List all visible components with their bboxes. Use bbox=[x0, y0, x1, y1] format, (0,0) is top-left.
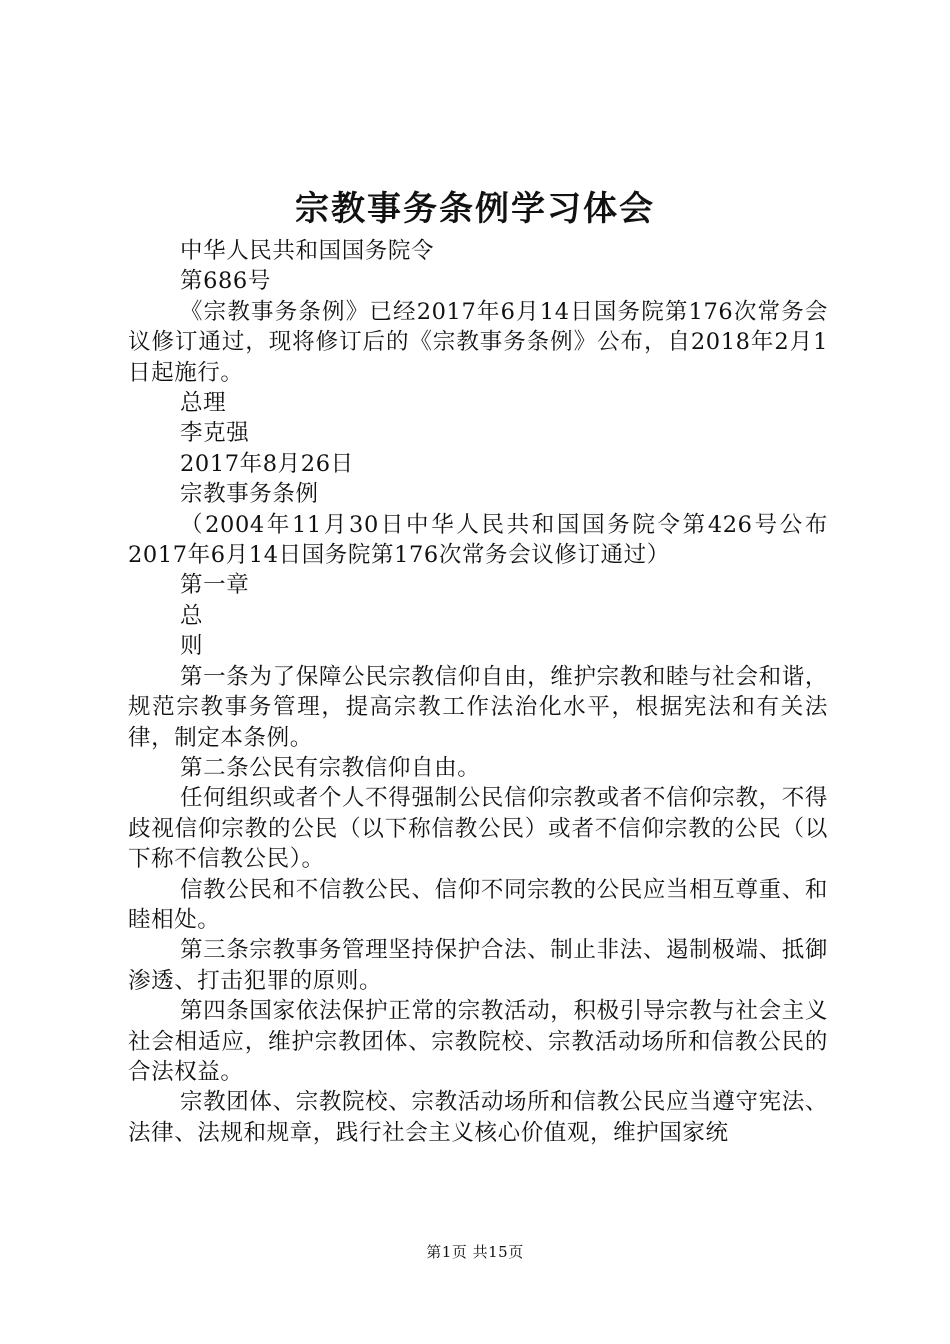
paragraph-article-3: 第三条宗教事务管理坚持保护合法、制止非法、遏制极端、抵御渗透、打击犯罪的原则。 bbox=[128, 937, 828, 994]
paragraph-article-4-clause-1: 宗教团体、宗教院校、宗教活动场所和信教公民应当遵守宪法、法律、法规和规章，践行社会主义核心价值观，维护国家统 bbox=[128, 1089, 828, 1146]
paragraph-decree-number: 第686号 bbox=[180, 268, 271, 295]
paragraph-revision-note: （2004年11月30日中华人民共和国国务院令第426号公布2017年6月14日国务院第176次常务会议修订通过） bbox=[128, 511, 828, 569]
paragraph-regulation-name: 宗教事务条例 bbox=[180, 481, 319, 508]
document-body bbox=[128, 236, 828, 1148]
paragraph-article-4: 第四条国家依法保护正常的宗教活动，积极引导宗教与社会主义社会相适应，维护宗教团体、宗教院校、宗教活动场所和信教公民的合法权益。 bbox=[128, 998, 828, 1085]
paragraph-chapter-title-part2: 则 bbox=[180, 633, 204, 660]
paragraph-signatory-name: 李克强 bbox=[180, 420, 250, 447]
paragraph-decree-issuer: 中华人民共和国国务院令 bbox=[180, 238, 435, 264]
paragraph-article-2: 第二条公民有宗教信仰自由。 bbox=[180, 754, 481, 781]
paragraph-article-2-clause-1: 任何组织或者个人不得强制公民信仰宗教或者不信仰宗教，不得歧视信仰宗教的公民（以下称信教公民）或者不信仰宗教的公民（以下称不信教公民）。 bbox=[128, 785, 828, 873]
paragraph-chapter-heading: 第一章 bbox=[180, 572, 250, 599]
paragraph-signatory-title: 总理 bbox=[180, 390, 227, 417]
page-footer: 第1页 共15页 bbox=[426, 1243, 524, 1261]
paragraph-announcement: 《宗教事务条例》已经2017年6月14日国务院第176次常务会议修订通过，现将修订后的《宗教事务条例》公布，自2018年2月1日起施行。 bbox=[128, 298, 828, 386]
document-title: 宗教事务条例学习体会 bbox=[295, 189, 655, 229]
paragraph-article-1: 第一条为了保障公民宗教信仰自由，维护宗教和睦与社会和谐，规范宗教事务管理，提高宗教工作法治化水平，根据宪法和有关法律，制定本条例。 bbox=[128, 663, 828, 751]
paragraph-date: 2017年8月26日 bbox=[180, 450, 354, 477]
paragraph-chapter-title-part1: 总 bbox=[180, 602, 204, 629]
paragraph-article-2-clause-2: 信教公民和不信教公民、信仰不同宗教的公民应当相互尊重、和睦相处。 bbox=[128, 876, 828, 933]
